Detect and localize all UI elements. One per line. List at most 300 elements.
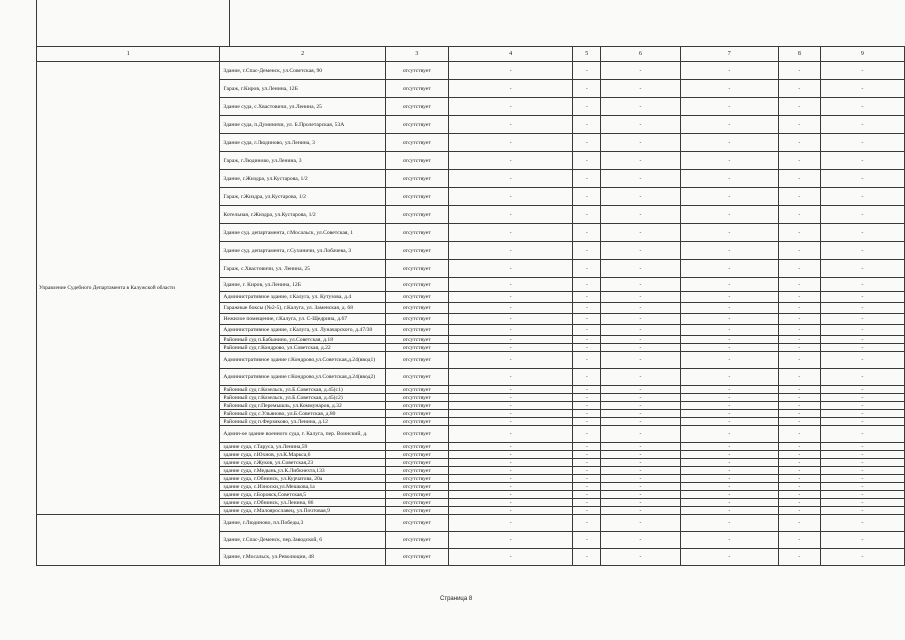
value-cell-4: -	[448, 402, 573, 410]
value-cell-4: -	[448, 98, 573, 116]
value-cell-6: -	[601, 152, 680, 170]
value-cell-6: -	[601, 491, 680, 499]
value-cell-4: -	[448, 532, 573, 549]
value-cell-6: -	[601, 549, 680, 566]
value-cell-7: -	[680, 491, 778, 499]
value-cell-8: -	[778, 410, 820, 418]
status-cell: отсутствует	[385, 170, 448, 188]
table-row	[37, 62, 905, 80]
value-cell-4: -	[448, 443, 573, 451]
value-cell-6: -	[601, 483, 680, 491]
status-cell: отсутствует	[385, 507, 448, 515]
value-cell-5: -	[573, 278, 601, 292]
value-cell-8: -	[778, 532, 820, 549]
value-cell-5: -	[573, 224, 601, 242]
value-cell-8: -	[778, 278, 820, 292]
value-cell-6: -	[601, 532, 680, 549]
object-name-cell: здание суда, г.Жуков, ул.Советская,23	[220, 459, 385, 467]
status-cell: отсутствует	[385, 116, 448, 134]
value-cell-9: -	[820, 292, 904, 303]
value-cell-9: -	[820, 80, 904, 98]
value-cell-7: -	[680, 451, 778, 459]
value-cell-4: -	[448, 418, 573, 426]
value-cell-9: -	[820, 224, 904, 242]
value-cell-5: -	[573, 98, 601, 116]
value-cell-4: -	[448, 188, 573, 206]
value-cell-5: -	[573, 206, 601, 224]
value-cell-8: -	[778, 152, 820, 170]
object-name-cell: Гараж, г.Киров, ул.Ленина, 12Б	[220, 80, 385, 98]
status-cell: отсутствует	[385, 344, 448, 352]
value-cell-7: -	[680, 475, 778, 483]
value-cell-6: -	[601, 325, 680, 336]
status-cell: отсутствует	[385, 188, 448, 206]
object-name-cell: Районный суд г.Козельск, ул.Б.Советская, д.45(с1)	[220, 386, 385, 394]
value-cell-4: -	[448, 467, 573, 475]
value-cell-6: -	[601, 467, 680, 475]
value-cell-7: -	[680, 499, 778, 507]
object-name-cell: здание суда, с.Износки,ул.Мешкова,1а	[220, 483, 385, 491]
col-header-7: 7	[680, 47, 778, 62]
value-cell-4: -	[448, 369, 573, 386]
value-cell-7: -	[680, 134, 778, 152]
page-number: Страница 8	[440, 596, 473, 602]
value-cell-4: -	[448, 292, 573, 303]
value-cell-9: -	[820, 386, 904, 394]
status-cell: отсутствует	[385, 134, 448, 152]
value-cell-9: -	[820, 352, 904, 369]
value-cell-6: -	[601, 314, 680, 325]
status-cell: отсутствует	[385, 467, 448, 475]
value-cell-7: -	[680, 224, 778, 242]
status-cell: отсутствует	[385, 206, 448, 224]
value-cell-7: -	[680, 507, 778, 515]
object-name-cell: Административное здание, г.Калуга, ул. Луначарского, д.47/30	[220, 325, 385, 336]
value-cell-8: -	[778, 62, 820, 80]
col-header-9: 9	[820, 47, 904, 62]
value-cell-8: -	[778, 303, 820, 314]
value-cell-6: -	[601, 352, 680, 369]
value-cell-9: -	[820, 278, 904, 292]
value-cell-4: -	[448, 325, 573, 336]
value-cell-8: -	[778, 499, 820, 507]
object-name-cell: Здание, г.Мосальск, ул.Революции, 48	[220, 549, 385, 566]
object-name-cell: Здание суда, с.Хвастовичи, ул.Ленина, 25	[220, 98, 385, 116]
value-cell-5: -	[573, 426, 601, 443]
object-name-cell: здание суда, г.Обнинск, ул.Курчатова, 20а	[220, 475, 385, 483]
value-cell-9: -	[820, 483, 904, 491]
value-cell-6: -	[601, 260, 680, 278]
value-cell-6: -	[601, 224, 680, 242]
col-header-8: 8	[778, 47, 820, 62]
value-cell-5: -	[573, 394, 601, 402]
value-cell-6: -	[601, 410, 680, 418]
value-cell-4: -	[448, 491, 573, 499]
value-cell-5: -	[573, 515, 601, 532]
table-row	[37, 515, 905, 532]
object-name-cell: Гараж, г.Людиново, ул.Ленина, 3	[220, 152, 385, 170]
value-cell-7: -	[680, 344, 778, 352]
organization-cell: Управление Судебного Департамента в Калужской области	[37, 62, 220, 515]
value-cell-4: -	[448, 483, 573, 491]
value-cell-7: -	[680, 336, 778, 344]
value-cell-6: -	[601, 278, 680, 292]
value-cell-5: -	[573, 386, 601, 394]
value-cell-4: -	[448, 134, 573, 152]
value-cell-9: -	[820, 467, 904, 475]
value-cell-9: -	[820, 394, 904, 402]
value-cell-5: -	[573, 410, 601, 418]
value-cell-8: -	[778, 369, 820, 386]
object-name-cell: Районный суд г.Козельск, ул.Б.Советская, д.45(с2)	[220, 394, 385, 402]
value-cell-7: -	[680, 242, 778, 260]
value-cell-8: -	[778, 260, 820, 278]
value-cell-4: -	[448, 410, 573, 418]
value-cell-4: -	[448, 224, 573, 242]
value-cell-7: -	[680, 394, 778, 402]
value-cell-8: -	[778, 386, 820, 394]
object-name-cell: Районный суд п.Бабынино, ул.Советская, д.18	[220, 336, 385, 344]
value-cell-8: -	[778, 134, 820, 152]
value-cell-9: -	[820, 98, 904, 116]
value-cell-8: -	[778, 418, 820, 426]
object-name-cell: Административное здание, г.Калуга, ул. Кутузова, д.4	[220, 292, 385, 303]
value-cell-9: -	[820, 549, 904, 566]
value-cell-7: -	[680, 116, 778, 134]
col-header-3: 3	[385, 47, 448, 62]
value-cell-5: -	[573, 507, 601, 515]
object-name-cell: Районный суд г.Перемышль, ул.Коммунаров, д.32	[220, 402, 385, 410]
value-cell-9: -	[820, 314, 904, 325]
status-cell: отсутствует	[385, 532, 448, 549]
value-cell-8: -	[778, 491, 820, 499]
status-cell: отсутствует	[385, 292, 448, 303]
value-cell-4: -	[448, 344, 573, 352]
value-cell-9: -	[820, 507, 904, 515]
value-cell-7: -	[680, 515, 778, 532]
value-cell-4: -	[448, 459, 573, 467]
value-cell-5: -	[573, 188, 601, 206]
value-cell-8: -	[778, 549, 820, 566]
value-cell-8: -	[778, 467, 820, 475]
status-cell: отсутствует	[385, 394, 448, 402]
object-name-cell: Гараж, с.Хвастовичи, ул. Ленина, 25	[220, 260, 385, 278]
value-cell-5: -	[573, 369, 601, 386]
value-cell-7: -	[680, 188, 778, 206]
value-cell-5: -	[573, 549, 601, 566]
value-cell-5: -	[573, 459, 601, 467]
value-cell-4: -	[448, 260, 573, 278]
value-cell-6: -	[601, 80, 680, 98]
status-cell: отсутствует	[385, 418, 448, 426]
object-name-cell: здание суда, г.Таруса, ул.Ленина,59	[220, 443, 385, 451]
value-cell-7: -	[680, 325, 778, 336]
value-cell-9: -	[820, 532, 904, 549]
value-cell-7: -	[680, 314, 778, 325]
value-cell-7: -	[680, 459, 778, 467]
object-name-cell: Гараж, г.Жиздра, ул.Кустарова, 1/2	[220, 188, 385, 206]
value-cell-9: -	[820, 325, 904, 336]
value-cell-5: -	[573, 62, 601, 80]
status-cell: отсутствует	[385, 260, 448, 278]
status-cell: отсутствует	[385, 491, 448, 499]
value-cell-8: -	[778, 206, 820, 224]
value-cell-7: -	[680, 386, 778, 394]
value-cell-7: -	[680, 62, 778, 80]
value-cell-8: -	[778, 451, 820, 459]
value-cell-5: -	[573, 475, 601, 483]
value-cell-9: -	[820, 260, 904, 278]
data-table	[36, 46, 905, 566]
value-cell-8: -	[778, 80, 820, 98]
header-row	[37, 47, 905, 62]
object-name-cell: Административное здание г.Кондрово,ул.Советская,д.24(ввод2)	[220, 369, 385, 386]
status-cell: отсутствует	[385, 515, 448, 532]
value-cell-5: -	[573, 451, 601, 459]
value-cell-6: -	[601, 188, 680, 206]
value-cell-9: -	[820, 475, 904, 483]
value-cell-9: -	[820, 402, 904, 410]
object-name-cell: здание суда, г.Медынь,ул.К.Либкнехта,133	[220, 467, 385, 475]
value-cell-5: -	[573, 491, 601, 499]
object-name-cell: Районный суд с.Ульяново, ул.Б.Советская, д.80	[220, 410, 385, 418]
object-name-cell: Здание, г.Спас-Деменск, ул.Советская, 90	[220, 62, 385, 80]
value-cell-5: -	[573, 152, 601, 170]
col-header-6: 6	[601, 47, 680, 62]
object-name-cell: Районный суд г.Кондрово, ул.Советская, д.22	[220, 344, 385, 352]
value-cell-4: -	[448, 242, 573, 260]
value-cell-7: -	[680, 532, 778, 549]
value-cell-4: -	[448, 515, 573, 532]
status-cell: отсутствует	[385, 352, 448, 369]
object-name-cell: Здание, г. Киров, ул.Ленина, 12Б	[220, 278, 385, 292]
value-cell-7: -	[680, 410, 778, 418]
value-cell-6: -	[601, 98, 680, 116]
value-cell-8: -	[778, 224, 820, 242]
status-cell: отсутствует	[385, 499, 448, 507]
status-cell: отсутствует	[385, 278, 448, 292]
value-cell-8: -	[778, 336, 820, 344]
status-cell: отсутствует	[385, 325, 448, 336]
value-cell-9: -	[820, 426, 904, 443]
value-cell-9: -	[820, 344, 904, 352]
value-cell-7: -	[680, 402, 778, 410]
object-name-cell: Здание, г.Жиздра, ул.Кустарова, 1/2	[220, 170, 385, 188]
value-cell-5: -	[573, 134, 601, 152]
value-cell-7: -	[680, 80, 778, 98]
value-cell-4: -	[448, 336, 573, 344]
value-cell-8: -	[778, 116, 820, 134]
object-name-cell: Гаражные боксы (№2-5), г.Калуга, ул. Заменская, д. 68	[220, 303, 385, 314]
status-cell: отсутствует	[385, 242, 448, 260]
status-cell: отсутствует	[385, 483, 448, 491]
object-name-cell: Нежилое помещение, г.Калуга, ул. С-Щедрина, д.67	[220, 314, 385, 325]
value-cell-9: -	[820, 443, 904, 451]
value-cell-9: -	[820, 451, 904, 459]
value-cell-8: -	[778, 344, 820, 352]
value-cell-7: -	[680, 260, 778, 278]
value-cell-8: -	[778, 352, 820, 369]
value-cell-7: -	[680, 152, 778, 170]
object-name-cell: Здание суд. департамента, г.Сухиничи, ул.Лобачева, 3	[220, 242, 385, 260]
value-cell-5: -	[573, 292, 601, 303]
value-cell-5: -	[573, 314, 601, 325]
value-cell-7: -	[680, 467, 778, 475]
value-cell-4: -	[448, 80, 573, 98]
value-cell-6: -	[601, 206, 680, 224]
value-cell-9: -	[820, 515, 904, 532]
value-cell-6: -	[601, 62, 680, 80]
value-cell-4: -	[448, 152, 573, 170]
value-cell-6: -	[601, 344, 680, 352]
col-header-2: 2	[220, 47, 385, 62]
value-cell-4: -	[448, 426, 573, 443]
object-name-cell: Админ-ое здание военного суда, г. Калуга, пер. Воинский, д.	[220, 426, 385, 443]
value-cell-6: -	[601, 369, 680, 386]
value-cell-9: -	[820, 152, 904, 170]
status-cell: отсутствует	[385, 426, 448, 443]
object-name-cell: Здание суд. департамента, г.Мосальск, ул.Советская, 1	[220, 224, 385, 242]
value-cell-7: -	[680, 352, 778, 369]
value-cell-6: -	[601, 507, 680, 515]
value-cell-5: -	[573, 80, 601, 98]
value-cell-7: -	[680, 418, 778, 426]
value-cell-4: -	[448, 352, 573, 369]
object-name-cell: Здание суда, п.Думиничи, ул. Б.Пролетарская, 53А	[220, 116, 385, 134]
value-cell-6: -	[601, 402, 680, 410]
value-cell-6: -	[601, 475, 680, 483]
value-cell-6: -	[601, 418, 680, 426]
object-name-cell: Здание суда, г.Людиново, ул.Ленина, 3	[220, 134, 385, 152]
value-cell-8: -	[778, 426, 820, 443]
value-cell-9: -	[820, 170, 904, 188]
status-cell: отсутствует	[385, 80, 448, 98]
value-cell-5: -	[573, 443, 601, 451]
object-name-cell: Административное здание г.Кондрово,ул.Советская,д.24(ввод1)	[220, 352, 385, 369]
value-cell-4: -	[448, 549, 573, 566]
value-cell-9: -	[820, 336, 904, 344]
value-cell-4: -	[448, 475, 573, 483]
object-name-cell: Здание, г.Людиново, пл.Победы,3	[220, 515, 385, 532]
value-cell-5: -	[573, 303, 601, 314]
value-cell-6: -	[601, 242, 680, 260]
object-name-cell: Районный суд п.Ферзиково, ул.Ленина, д.12	[220, 418, 385, 426]
status-cell: отсутствует	[385, 410, 448, 418]
value-cell-9: -	[820, 206, 904, 224]
value-cell-5: -	[573, 170, 601, 188]
col-header-1: 1	[37, 47, 220, 62]
value-cell-7: -	[680, 278, 778, 292]
value-cell-6: -	[601, 303, 680, 314]
value-cell-8: -	[778, 459, 820, 467]
value-cell-8: -	[778, 483, 820, 491]
value-cell-4: -	[448, 62, 573, 80]
value-cell-6: -	[601, 451, 680, 459]
value-cell-7: -	[680, 426, 778, 443]
value-cell-6: -	[601, 134, 680, 152]
value-cell-6: -	[601, 386, 680, 394]
value-cell-4: -	[448, 314, 573, 325]
object-name-cell: здание суда, г.Малоярославец, ул.Почтовая,9	[220, 507, 385, 515]
value-cell-5: -	[573, 242, 601, 260]
value-cell-6: -	[601, 336, 680, 344]
value-cell-5: -	[573, 344, 601, 352]
value-cell-8: -	[778, 188, 820, 206]
value-cell-7: -	[680, 303, 778, 314]
value-cell-8: -	[778, 98, 820, 116]
value-cell-9: -	[820, 418, 904, 426]
value-cell-8: -	[778, 443, 820, 451]
value-cell-9: -	[820, 491, 904, 499]
status-cell: отсутствует	[385, 303, 448, 314]
value-cell-8: -	[778, 314, 820, 325]
value-cell-7: -	[680, 443, 778, 451]
value-cell-6: -	[601, 515, 680, 532]
value-cell-4: -	[448, 206, 573, 224]
organization-cell	[37, 515, 220, 566]
value-cell-9: -	[820, 116, 904, 134]
value-cell-5: -	[573, 260, 601, 278]
value-cell-8: -	[778, 515, 820, 532]
value-cell-8: -	[778, 170, 820, 188]
value-cell-5: -	[573, 116, 601, 134]
value-cell-4: -	[448, 303, 573, 314]
status-cell: отсутствует	[385, 386, 448, 394]
value-cell-6: -	[601, 394, 680, 402]
value-cell-8: -	[778, 242, 820, 260]
value-cell-6: -	[601, 443, 680, 451]
value-cell-6: -	[601, 170, 680, 188]
value-cell-4: -	[448, 116, 573, 134]
value-cell-7: -	[680, 98, 778, 116]
value-cell-4: -	[448, 278, 573, 292]
status-cell: отсутствует	[385, 98, 448, 116]
value-cell-8: -	[778, 475, 820, 483]
value-cell-5: -	[573, 483, 601, 491]
status-cell: отсутствует	[385, 369, 448, 386]
value-cell-5: -	[573, 418, 601, 426]
object-name-cell: Котельная, г.Жиздра, ул.Кустарова, 1/2	[220, 206, 385, 224]
value-cell-9: -	[820, 410, 904, 418]
col-header-4: 4	[448, 47, 573, 62]
status-cell: отсутствует	[385, 152, 448, 170]
value-cell-4: -	[448, 170, 573, 188]
value-cell-9: -	[820, 369, 904, 386]
value-cell-7: -	[680, 483, 778, 491]
top-border-left	[36, 0, 37, 46]
top-border-right	[229, 0, 230, 46]
value-cell-7: -	[680, 170, 778, 188]
value-cell-5: -	[573, 532, 601, 549]
value-cell-7: -	[680, 206, 778, 224]
value-cell-9: -	[820, 188, 904, 206]
value-cell-9: -	[820, 499, 904, 507]
value-cell-4: -	[448, 451, 573, 459]
value-cell-8: -	[778, 507, 820, 515]
value-cell-8: -	[778, 394, 820, 402]
value-cell-5: -	[573, 336, 601, 344]
value-cell-6: -	[601, 292, 680, 303]
status-cell: отсутствует	[385, 549, 448, 566]
status-cell: отсутствует	[385, 402, 448, 410]
object-name-cell: здание суда, г.Обнинск, ул.Ленина, 86	[220, 499, 385, 507]
value-cell-6: -	[601, 426, 680, 443]
object-name-cell: здание суда, г.Боровск,Советская,5	[220, 491, 385, 499]
status-cell: отсутствует	[385, 459, 448, 467]
value-cell-4: -	[448, 499, 573, 507]
value-cell-4: -	[448, 394, 573, 402]
status-cell: отсутствует	[385, 314, 448, 325]
